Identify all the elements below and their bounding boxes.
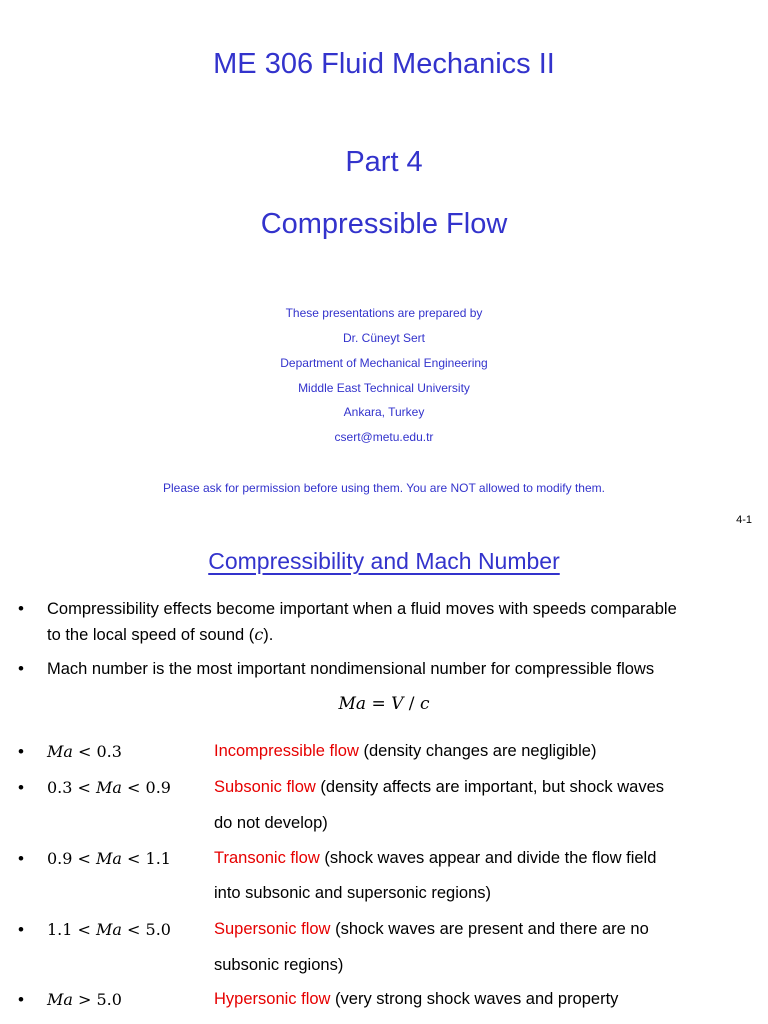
- bullet-glyph: •: [18, 920, 24, 939]
- info-line: Ankara, Turkey: [343, 405, 425, 419]
- course-title: ME 306 Fluid Mechanics II: [213, 48, 555, 80]
- regime-description: Subsonic flow (density affects are important, but shock waves: [214, 778, 665, 796]
- regime-description-cont: subsonic regions): [214, 956, 344, 974]
- info-email: csert@metu.edu.tr: [334, 430, 434, 444]
- bullet-mach-number: Mach number is the most important nondimensional number for compressible flows: [47, 660, 655, 678]
- permission-note: Please ask for permission before using them. You are NOT allowed to modify them.: [162, 481, 605, 495]
- topic-title: Compressible Flow: [260, 208, 508, 240]
- regime-range: 1.1 < Ma < 5.0: [47, 920, 171, 939]
- regime-range: Ma > 5.0: [47, 990, 122, 1009]
- regime-range: Ma < 0.3: [47, 742, 122, 761]
- regime-description-cont: into subsonic and supersonic regions): [214, 884, 491, 902]
- bullet-glyph: •: [18, 849, 24, 868]
- regime-range: 0.3 < Ma < 0.9: [47, 778, 171, 797]
- info-line: Middle East Technical University: [298, 381, 470, 395]
- info-line: Dr. Cüneyt Sert: [342, 331, 426, 345]
- regime-description-cont: do not develop): [214, 814, 328, 832]
- bullet-glyph: •: [18, 990, 24, 1009]
- bullet-glyph: •: [18, 599, 24, 618]
- info-line: Department of Mechanical Engineering: [280, 356, 488, 370]
- bullet-compressibility-line2: to the local speed of sound (c).: [47, 625, 274, 644]
- slide-heading: Compressibility and Mach Number: [208, 548, 560, 574]
- regime-description: Incompressible flow (density changes are negligible): [214, 742, 597, 760]
- page-number: 4-1: [736, 514, 752, 526]
- regime-name: Hypersonic flow: [214, 990, 331, 1008]
- bullet-glyph: •: [18, 742, 24, 761]
- regime-range: 0.9 < Ma < 1.1: [47, 849, 171, 868]
- regime-name: Supersonic flow: [214, 920, 331, 938]
- regime-name: Incompressible flow: [214, 742, 359, 760]
- regime-name: Subsonic flow: [214, 778, 316, 796]
- speed-of-sound-symbol: c: [254, 625, 264, 644]
- bullet-glyph: •: [18, 778, 24, 797]
- regime-description: Supersonic flow (shock waves are present and there are no: [214, 920, 649, 938]
- regime-description: Transonic flow (shock waves appear and divide the flow field: [214, 849, 657, 867]
- part-title: Part 4: [345, 146, 423, 178]
- bullet-glyph: •: [18, 659, 24, 678]
- info-line: These presentations are prepared by: [285, 306, 483, 320]
- regime-name: Transonic flow: [214, 849, 320, 867]
- bullet-compressibility-line1: Compressibility effects become important when a fluid moves with speeds comparable: [47, 600, 677, 618]
- regime-description: Hypersonic flow (very strong shock waves and property: [214, 990, 619, 1008]
- mach-equation: Ma = V / c: [338, 694, 430, 714]
